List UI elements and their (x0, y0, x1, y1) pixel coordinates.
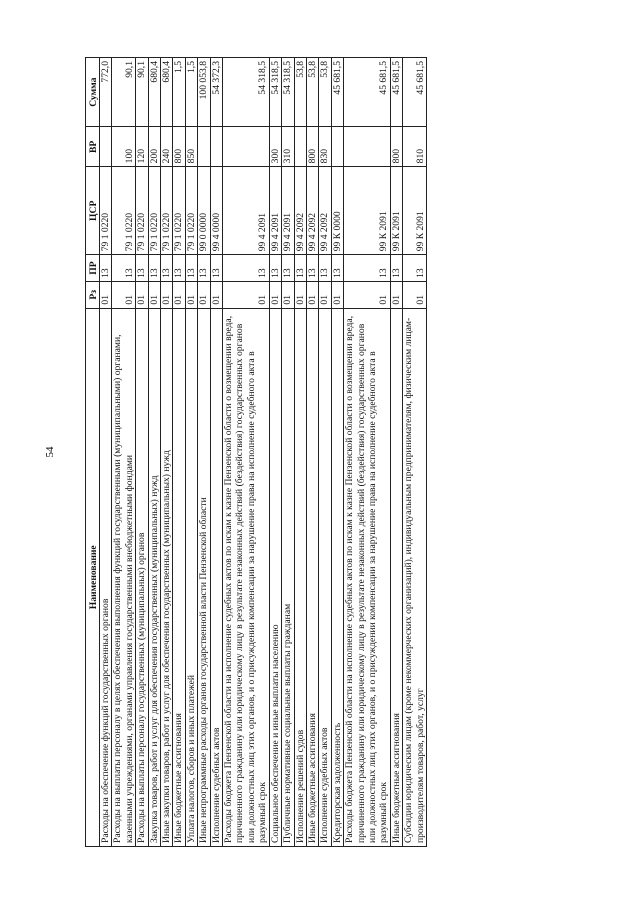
table-row (403, 58, 427, 847)
cell-csr: 79 1 0220 (161, 167, 173, 255)
cell-sum: 54 318,5 (269, 58, 281, 127)
cell-name: Публичные нормативные социальные выплаты гражданам (282, 308, 294, 846)
table-row (173, 58, 185, 847)
cell-csr: 99 4 2092 (294, 167, 306, 255)
table-row (100, 58, 112, 847)
cell-name: Расходы на обеспечение функций государственных органов (100, 308, 112, 846)
cell-name: Социальное обеспечение и иные выплаты населению (269, 308, 281, 846)
cell-name: Иные закупки товаров, работ и услуг для обеспечения государственных (муниципальных) нужд (161, 308, 173, 846)
cell-csr: 99 4 2092 (306, 167, 318, 255)
table-row (136, 58, 148, 847)
cell-csr: 79 1 0220 (136, 167, 148, 255)
cell-vr: 310 (282, 127, 294, 167)
cell-rz: 01 (306, 281, 318, 308)
header-pr: ПР (86, 255, 100, 282)
cell-pr: 13 (403, 255, 427, 282)
cell-pr: 13 (282, 255, 294, 282)
cell-sum: 45 681,5 (344, 58, 391, 127)
cell-name: Расходы бюджета Пензенской области на исполнение судебных актов по искам к казне Пензенской области о возмещении вреда, причиненного гражданину или юридическому лицу в результате незаконных действий (бездействия) государственных органов или должностных лиц этих органов, и о присуждении компенсации за нарушение права на исполнение судебного акта в разумный срок (223, 308, 270, 846)
cell-csr: 79 1 0220 (148, 167, 160, 255)
cell-sum: 90,1 (112, 58, 136, 127)
cell-rz: 01 (161, 281, 173, 308)
table-row (390, 58, 402, 847)
cell-rz: 01 (269, 281, 281, 308)
cell-csr: 79 1 0220 (100, 167, 112, 255)
cell-sum: 45 681,5 (403, 58, 427, 127)
cell-name: Исполнение судебных актов (210, 308, 222, 846)
cell-name: Иные бюджетные ассигнования (173, 308, 185, 846)
cell-rz: 01 (112, 281, 136, 308)
cell-name: Исполнение решений судов (294, 308, 306, 846)
cell-rz: 01 (210, 281, 222, 308)
header-vr: ВР (86, 127, 100, 167)
cell-csr: 99 4 2091 (223, 167, 270, 255)
cell-vr (198, 127, 210, 167)
cell-name: Субсидии юридическим лицам (кроме некоммерческих организаций), индивидуальным предпринимателям, физическим лицам-производителям товаров, работ, услуг (403, 308, 427, 846)
header-rz: Рз (86, 281, 100, 308)
table-row (344, 58, 391, 847)
cell-name: Расходы на выплаты персоналу государственных (муниципальных) органов (136, 308, 148, 846)
cell-csr: 99 4 2091 (282, 167, 294, 255)
cell-sum: 1,5 (185, 58, 197, 127)
cell-pr: 13 (173, 255, 185, 282)
header-name: Наименование (86, 308, 100, 846)
cell-pr: 13 (294, 255, 306, 282)
cell-pr: 13 (198, 255, 210, 282)
cell-vr: 800 (306, 127, 318, 167)
cell-rz: 01 (198, 281, 210, 308)
table-header-row (86, 58, 100, 847)
cell-csr: 99 К 2091 (403, 167, 427, 255)
cell-sum: 53,8 (306, 58, 318, 127)
cell-csr: 99 4 2091 (269, 167, 281, 255)
cell-pr: 13 (210, 255, 222, 282)
cell-pr: 13 (148, 255, 160, 282)
table-row (198, 58, 210, 847)
cell-pr: 13 (331, 255, 343, 282)
cell-rz: 01 (100, 281, 112, 308)
cell-csr: 79 1 0220 (185, 167, 197, 255)
cell-pr: 13 (136, 255, 148, 282)
cell-csr: 99 К 0000 (331, 167, 343, 255)
cell-rz: 01 (173, 281, 185, 308)
cell-vr (294, 127, 306, 167)
cell-vr (223, 127, 270, 167)
cell-vr: 810 (403, 127, 427, 167)
table-row (161, 58, 173, 847)
cell-rz: 01 (390, 281, 402, 308)
cell-pr: 13 (319, 255, 331, 282)
cell-sum: 772,0 (100, 58, 112, 127)
cell-csr: 99 К 2091 (344, 167, 391, 255)
cell-sum: 54 318,5 (223, 58, 270, 127)
cell-vr: 850 (185, 127, 197, 167)
cell-sum: 54 318,5 (282, 58, 294, 127)
cell-sum: 90,1 (136, 58, 148, 127)
cell-rz: 01 (223, 281, 270, 308)
cell-rz: 01 (136, 281, 148, 308)
table-row (223, 58, 270, 847)
table-row (294, 58, 306, 847)
table-row (210, 58, 222, 847)
cell-pr: 13 (112, 255, 136, 282)
cell-rz: 01 (148, 281, 160, 308)
cell-vr: 240 (161, 127, 173, 167)
cell-sum: 45 681,5 (331, 58, 343, 127)
cell-vr (331, 127, 343, 167)
cell-rz: 01 (282, 281, 294, 308)
cell-rz: 01 (185, 281, 197, 308)
header-csr: ЦСР (86, 167, 100, 255)
cell-pr: 13 (100, 255, 112, 282)
cell-csr: 79 1 0220 (173, 167, 185, 255)
cell-pr: 13 (223, 255, 270, 282)
cell-vr: 120 (136, 127, 148, 167)
cell-vr: 830 (319, 127, 331, 167)
cell-vr: 300 (269, 127, 281, 167)
cell-vr (210, 127, 222, 167)
cell-name: Исполнение судебных актов (319, 308, 331, 846)
table-row (306, 58, 318, 847)
table-row (185, 58, 197, 847)
cell-csr: 79 1 0220 (112, 167, 136, 255)
cell-vr: 800 (173, 127, 185, 167)
header-sum: Сумма (86, 58, 100, 127)
table-row (331, 58, 343, 847)
budget-table (85, 57, 427, 847)
cell-name: Иные бюджетные ассигнования (390, 308, 402, 846)
cell-pr: 13 (390, 255, 402, 282)
cell-csr: 99 К 2091 (390, 167, 402, 255)
cell-name: Расходы бюджета Пензенской области на исполнение судебных актов по искам к казне Пензенской области о возмещении вреда, причиненного гражданину или юридическому лицу в результате незаконных действий (бездействия) государственных органов или должностных лиц этих органов, и о присуждении компенсации за нарушение права на исполнение судебного акта в разумный срок (344, 308, 391, 846)
cell-pr: 13 (306, 255, 318, 282)
cell-sum: 680,4 (161, 58, 173, 127)
cell-pr: 13 (269, 255, 281, 282)
table-row (282, 58, 294, 847)
table-row (148, 58, 160, 847)
cell-vr (344, 127, 391, 167)
cell-sum: 53,8 (319, 58, 331, 127)
cell-vr: 200 (148, 127, 160, 167)
table-row (269, 58, 281, 847)
cell-sum: 100 053,8 (198, 58, 210, 127)
cell-rz: 01 (403, 281, 427, 308)
cell-pr: 13 (344, 255, 391, 282)
rotated-page-content (85, 57, 561, 847)
cell-csr: 99 4 2092 (319, 167, 331, 255)
cell-vr: 100 (112, 127, 136, 167)
cell-csr: 99 4 0000 (210, 167, 222, 255)
cell-csr: 99 0 0000 (198, 167, 210, 255)
page-number: 54 (44, 446, 56, 458)
cell-sum: 1,5 (173, 58, 185, 127)
cell-name: Кредиторская задолженность (331, 308, 343, 846)
cell-rz: 01 (294, 281, 306, 308)
cell-vr: 800 (390, 127, 402, 167)
table-row (319, 58, 331, 847)
cell-name: Уплата налогов, сборов и иных платежей (185, 308, 197, 846)
cell-sum: 53,8 (294, 58, 306, 127)
cell-name: Расходы на выплаты персоналу в целях обеспечения выполнения функций государственными (муниципальными) органами, казенными учреждениями, органами управления государственными внебюджетными фондами (112, 308, 136, 846)
cell-sum: 680,4 (148, 58, 160, 127)
cell-pr: 13 (185, 255, 197, 282)
cell-rz: 01 (331, 281, 343, 308)
table-row (112, 58, 136, 847)
cell-pr: 13 (161, 255, 173, 282)
cell-name: Иные бюджетные ассигнования (306, 308, 318, 846)
cell-name: Иные непрограммные расходы органов государственной власти Пензенской области (198, 308, 210, 846)
cell-sum: 54 372,3 (210, 58, 222, 127)
cell-vr (100, 127, 112, 167)
table-body (100, 58, 427, 847)
cell-sum: 45 681,5 (390, 58, 402, 127)
cell-rz: 01 (344, 281, 391, 308)
cell-name: Закупка товаров, работ и услуг для обеспечения государственных (муниципальных) нужд (148, 308, 160, 846)
cell-rz: 01 (319, 281, 331, 308)
